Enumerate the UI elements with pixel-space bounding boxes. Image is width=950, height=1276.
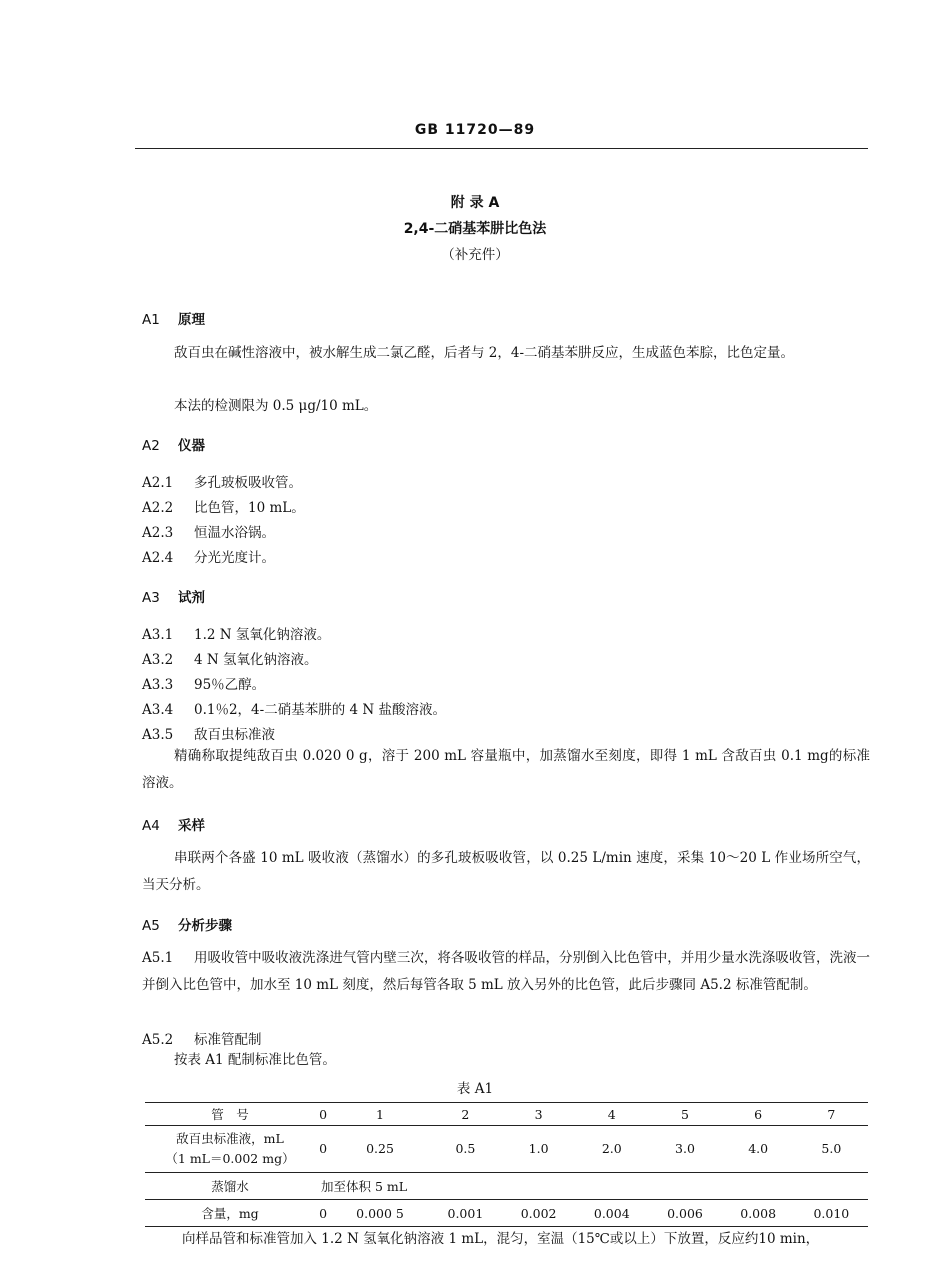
a5-2-heading <box>142 1028 262 1048</box>
table-cell: 5.0 <box>795 1126 868 1173</box>
table-cell: 2.0 <box>575 1126 648 1173</box>
item-number: A3.4 <box>142 702 174 718</box>
a4-paragraph: 串联两个各盛 10 mL 吸收液（蒸馏水）的多孔玻板吸收管，以 0.25 L/min 速度，采集 10～20 L 作业场所空气，当天分析。 <box>142 850 870 893</box>
list-item <box>142 673 265 693</box>
a5-2-paragraph: 按表 A1 配制标准比色管。 <box>174 1052 336 1068</box>
table-cell: 0.25 <box>331 1126 429 1173</box>
list-item <box>142 623 330 643</box>
a3-5-paragraph: 精确称取提纯敌百虫 0.020 0 g，溶于 200 mL 容量瓶中，加蒸馏水至刻度，即得 1 mL 含敌百虫 0.1 mg的标准溶液。 <box>142 748 870 791</box>
standard-tube-table <box>145 1102 868 1227</box>
item-text: 多孔玻板吸收管。 <box>194 475 302 491</box>
item-number: A3.5 <box>142 727 174 743</box>
item-number: A5.2 <box>142 1032 174 1048</box>
appendix-title: 2,4-二硝基苯肼比色法 <box>403 221 547 237</box>
section-a2-heading <box>142 434 205 454</box>
item-number: A2.2 <box>142 500 174 516</box>
list-item <box>142 496 305 516</box>
table-cell: 0.001 <box>429 1200 502 1227</box>
section-number: A2 <box>142 438 160 454</box>
item-text: 比色管，10 mL。 <box>194 500 305 516</box>
section-number: A4 <box>142 818 160 834</box>
standard-code: GB 11720—89 <box>414 122 536 138</box>
table-cell: 4 <box>575 1103 648 1126</box>
item-text: 4 N 氢氧化钠溶液。 <box>194 652 318 668</box>
item-text: 0.1％2，4-二硝基苯肼的 4 N 盐酸溶液。 <box>194 702 446 718</box>
table-cell: 4.0 <box>722 1126 795 1173</box>
item-text: 1.2 N 氢氧化钠溶液。 <box>194 627 331 643</box>
table-cell: 加至体积 5 mL <box>315 1173 868 1200</box>
list-item <box>142 648 317 668</box>
list-item <box>142 546 275 566</box>
section-title: 试剂 <box>178 590 205 606</box>
paragraph-text: 用吸收管中吸收液洗涤进气管内壁三次，将各吸收管的样品，分别倒入比色管中，并用少量水洗涤吸收管，洗液一并倒入比色管中，加水至 10 mL 刻度，然后每管各取 5 mL 放入另外的比色管，此后步骤同 A5.2 标准管配制。 <box>142 950 870 993</box>
std-label-line-1: 敌百虫标准液，mL <box>176 1131 284 1146</box>
a1-paragraph-2: 本法的检测限为 0.5 μg/10 mL。 <box>174 398 378 414</box>
table-cell: 0.5 <box>429 1126 502 1173</box>
table-row <box>145 1173 868 1200</box>
table-cell: 0.004 <box>575 1200 648 1227</box>
item-text: 95％乙醇。 <box>194 677 266 693</box>
table-cell: 0 <box>315 1126 331 1173</box>
table-row <box>145 1103 868 1126</box>
table-cell: 0 <box>315 1103 331 1126</box>
item-number: A5.1 <box>142 950 174 966</box>
table-cell: 0.000 5 <box>331 1200 429 1227</box>
table-cell: 含量，mg <box>145 1200 315 1227</box>
footer-paragraph: 向样品管和标准管加入 1.2 N 氢氧化钠溶液 1 mL，混匀，室温（15℃或以上）下放置，反应约10 min， <box>182 1231 820 1247</box>
a1-paragraph-1: 敌百虫在碱性溶液中，被水解生成二氯乙醛，后者与 2，4-二硝基苯肼反应，生成蓝色苯腙，比色定量。 <box>174 345 795 361</box>
section-a5-heading <box>142 914 232 934</box>
table-row <box>145 1126 868 1173</box>
appendix-subtitle: （补充件） <box>441 247 509 263</box>
appendix-heading: 附 录 A <box>450 195 500 211</box>
section-a1-heading <box>142 308 205 328</box>
item-number: A3.2 <box>142 652 174 668</box>
table-cell: 7 <box>795 1103 868 1126</box>
table-cell: 3 <box>502 1103 575 1126</box>
table-cell: 6 <box>722 1103 795 1126</box>
table-cell: 0.008 <box>722 1200 795 1227</box>
item-number: A2.1 <box>142 475 174 491</box>
header-rule <box>135 148 868 149</box>
table-cell: 管 号 <box>145 1103 315 1126</box>
table-cell: 0.006 <box>648 1200 721 1227</box>
table-cell: 0.002 <box>502 1200 575 1227</box>
item-text: 标准管配制 <box>194 1032 262 1048</box>
a5-1-paragraph <box>142 945 870 999</box>
section-title: 采样 <box>178 818 205 834</box>
section-title: 分析步骤 <box>178 918 232 934</box>
list-item <box>142 723 275 743</box>
item-number: A2.4 <box>142 550 174 566</box>
table-cell: 蒸馏水 <box>145 1173 315 1200</box>
list-item <box>142 471 302 491</box>
item-text: 恒温水浴锅。 <box>194 525 275 541</box>
item-text: 敌百虫标准液 <box>194 727 275 743</box>
section-number: A5 <box>142 918 160 934</box>
table-cell: 1 <box>331 1103 429 1126</box>
section-number: A1 <box>142 312 160 328</box>
item-number: A2.3 <box>142 525 174 541</box>
item-number: A3.1 <box>142 627 174 643</box>
table-cell <box>145 1126 315 1173</box>
section-a4-heading <box>142 814 205 834</box>
section-number: A3 <box>142 590 160 606</box>
table-cell: 0.010 <box>795 1200 868 1227</box>
table-cell: 3.0 <box>648 1126 721 1173</box>
item-text: 分光光度计。 <box>194 550 275 566</box>
section-title: 仪器 <box>178 438 205 454</box>
table-cell: 2 <box>429 1103 502 1126</box>
table-cell: 0 <box>315 1200 331 1227</box>
item-number: A3.3 <box>142 677 174 693</box>
table-caption: 表 A1 <box>456 1081 494 1097</box>
list-item <box>142 521 275 541</box>
section-a3-heading <box>142 586 205 606</box>
section-title: 原理 <box>178 312 205 328</box>
std-label-line-2: （1 mL＝0.002 mg） <box>165 1151 295 1166</box>
table-row <box>145 1200 868 1227</box>
table-cell: 1.0 <box>502 1126 575 1173</box>
table-cell: 5 <box>648 1103 721 1126</box>
list-item <box>142 698 446 718</box>
